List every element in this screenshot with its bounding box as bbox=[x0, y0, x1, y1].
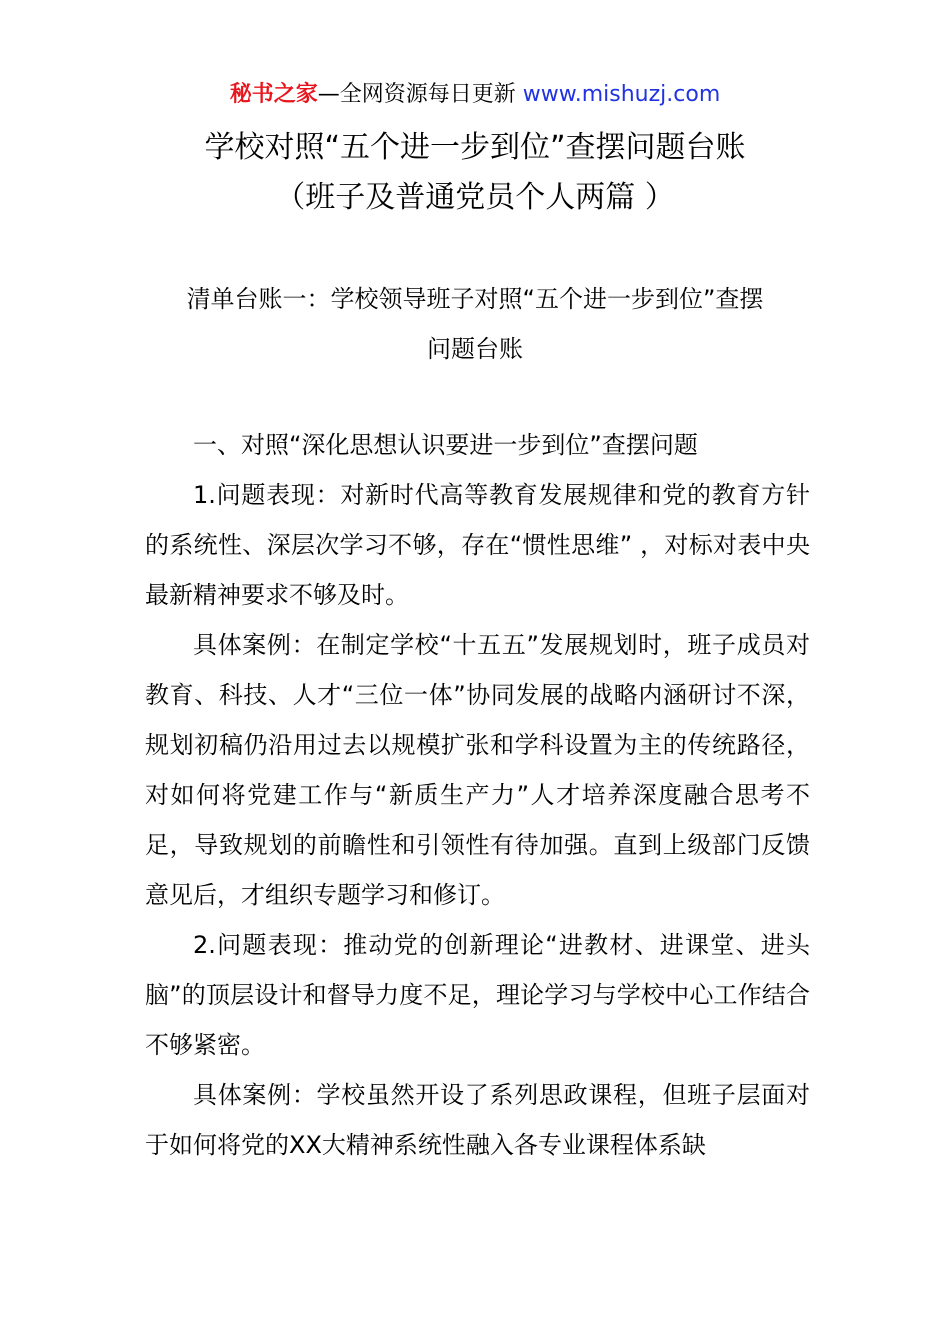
site-tagline: —全网资源每日更新 bbox=[317, 82, 523, 107]
document-body bbox=[145, 420, 810, 1170]
document-title-subtitle: （班子及普通党员个人两篇 ） bbox=[275, 180, 675, 215]
case-paragraph-2: 具体案例：学校虽然开设了系列思政课程，但班子层面对于如何将党的XX大精神系统性融入各专业课程体系缺 bbox=[145, 1081, 810, 1159]
problem-paragraph-2: 2.问题表现：推动党的创新理论“进教材、进课堂、进头脑”的顶层设计和督导力度不足，理论学习与学校中心工作结合不够紧密。 bbox=[145, 931, 810, 1059]
site-header bbox=[0, 80, 950, 110]
site-brand: 秘书之家 bbox=[229, 82, 318, 107]
document-title: 学校对照“五个进一步到位”查摆问题台账 bbox=[204, 130, 746, 165]
problem-paragraph-1: 1.问题表现：对新时代高等教育发展规律和党的教育方针的系统性、深层次学习不够，存在“惯性思维” ，对标对表中央最新精神要求不够及时。 bbox=[145, 481, 810, 609]
site-url-link[interactable]: www.mishuzj.com bbox=[522, 82, 721, 107]
section-heading-continued: 问题台账 bbox=[427, 335, 523, 363]
case-paragraph-1: 具体案例：在制定学校“十五五”发展规划时，班子成员对教育、科技、人才“三位一体”协同发展的战略内涵研讨不深，规划初稿仍沿用过去以规模扩张和学科设置为主的传统路径，对如何将党建工作与“新质生产力”人才培养深度融合思考不足，导致规划的前瞻性和引领性有待加强。直到上级部门反馈意见后，才组织专题学习和修订。 bbox=[145, 631, 810, 909]
section-heading: 清单台账一：学校领导班子对照“五个进一步到位”查摆 bbox=[186, 285, 764, 313]
part-heading: 一、对照“深化思想认识要进一步到位”查摆问题 bbox=[193, 431, 698, 459]
